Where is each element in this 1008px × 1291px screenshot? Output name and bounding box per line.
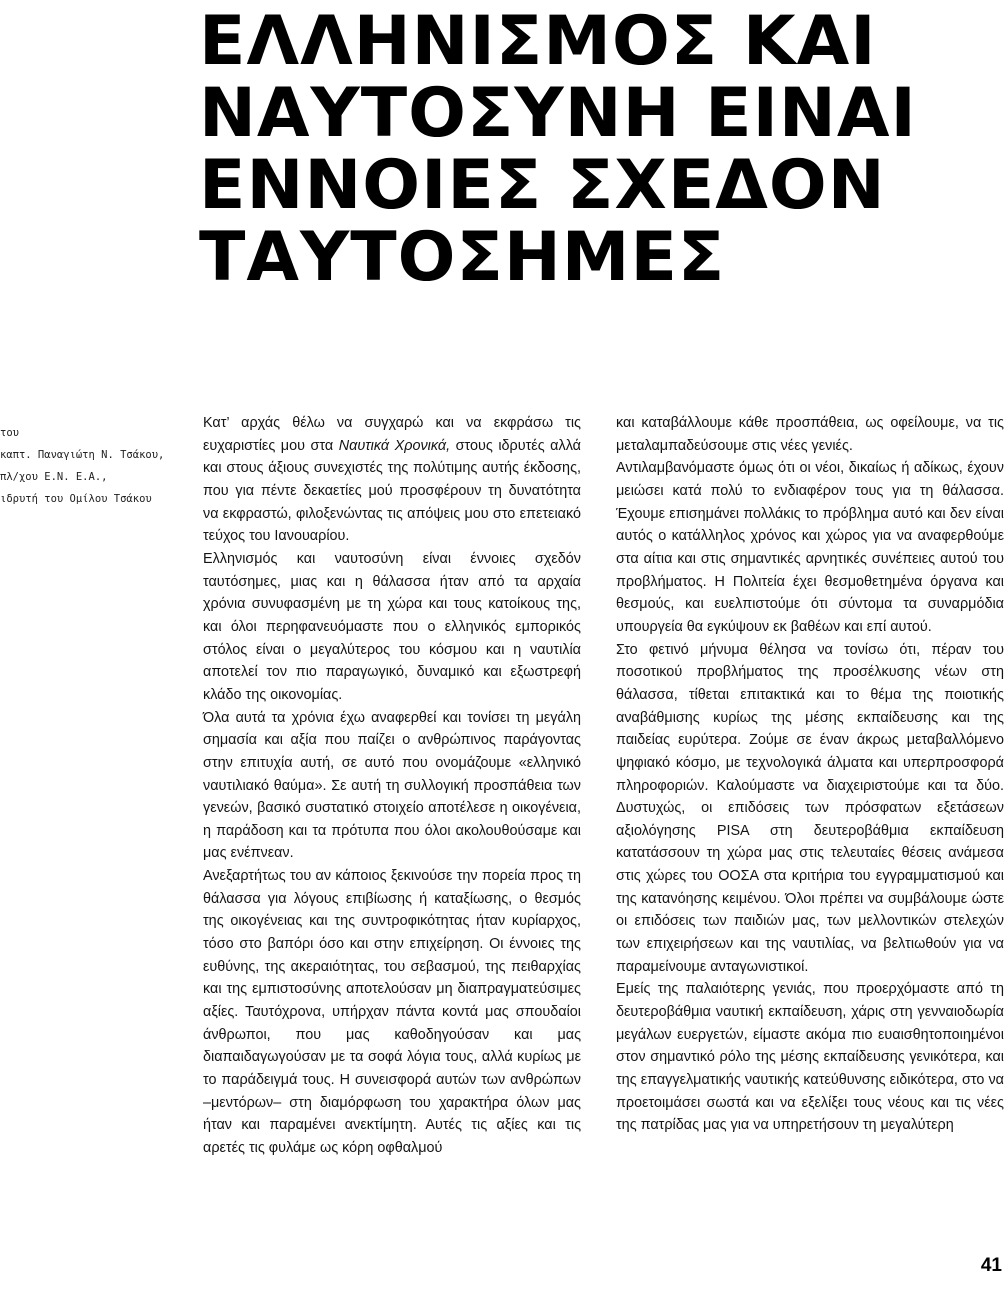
body-column-left <box>203 412 581 1160</box>
byline-line: πλ/χου Ε.Ν. Ε.Α., <box>0 471 108 483</box>
paragraph: Αντιλαμβανόμαστε όμως ότι οι νέοι, δικαίως ή αδίκως, έχουν μειώσει κατά πολύ το ενδιαφέρον τους για τη θάλασσα. Έχουμε επισημάνει πολλάκις το πρόβλημα αυτό και δεν είναι αυτός ο κατάλληλος χρόνος και χώρος για να αναφερθούμε στα αίτια και στις σημαντικές αρνητικές συνέπειες αυτού του προβλήματος. Η Πολιτεία έχει θεσμοθετημένα όργανα και θεσμούς, και ευελπιστούμε ότι σύντομα τα συναρμόδια υπουργεία θα εγκύψουν εκ βαθέων και επί αυτού. <box>616 460 1004 635</box>
paragraph <box>203 412 581 548</box>
author-byline <box>0 422 195 510</box>
paragraph: Όλα αυτά τα χρόνια έχω αναφερθεί και τονίσει τη μεγάλη σημασία και αξία που παίζει ο ανθρώπινος παράγοντας στην επιτυχία αυτή, σε αυτό που ονομάζουμε «ελληνικό ναυτιλιακό θαύμα». Σε αυτή τη συλλογική προσπάθεια των γενεών, βασικό συστατικό στοιχείο αποτέλεσε η οικογένεια, η παράδοση και τα πρότυπα που όλοι ακολουθούσαμε και μας ενέπνεαν. <box>203 709 581 862</box>
headline-line: ΤΑΥΤΟΣΗΜΕΣ <box>199 218 726 297</box>
byline-line: του <box>0 427 19 439</box>
headline-line: ΝΑΥΤΟΣΥΝΗ ΕΙΝΑΙ <box>199 74 917 153</box>
byline-line: καπτ. Παναγιώτη Ν. Τσάκου, <box>0 449 165 461</box>
byline-line: ιδρυτή του Ομίλου Τσάκου <box>0 493 152 505</box>
paragraph-text: Κατ’ αρχάς θέλω να συγχαρώ και να εκφράσω τις ευχαριστίες μου στα <box>203 415 581 454</box>
body-column-right <box>616 412 1004 1137</box>
paragraph: και καταβάλλουμε κάθε προσπάθεια, ως οφείλουμε, να τις μεταλαμπαδεύσουμε στις νέες γενιές. <box>616 415 1004 454</box>
headline-line: ΕΝΝΟΙΕΣ ΣΧΕΔΟΝ <box>199 146 886 225</box>
headline-line: ΕΛΛΗΝΙΣΜΟΣ ΚΑΙ <box>199 2 877 81</box>
paragraph: Ανεξαρτήτως του αν κάποιος ξεκινούσε την πορεία προς τη θάλασσα για λόγους επιβίωσης ή καταξίωσης, ο θεσμός της οικογένειας και της συντροφικότητας ήταν κυρίαρχος, τόσο στο βαπόρι όσο και στην επιχείρηση. Οι έννοιες της ευθύνης, της ακεραιότητας, του σεβασμού, της πειθαρχίας και της εμπιστοσύνης αποτελούσαν μη διαπραγματεύσιμες αξίες. Ταυτόχρονα, υπήρχαν πάντα κοντά μας σπουδαίοι άνθρωποι, που μας καθοδηγούσαν και μας διαπαιδαγωγούσαν με τα σοφά λόγια τους, αλλά κυρίως με το παράδειγμά τους. Η συνεισφορά αυτών των ανθρώπων –μεντόρων– στη διαμόρφωση του χαρακτήρα όλων μας ήταν και παραμένει ανεκτίμητη. Αυτές τις αξίες και τις αρετές τις φυλάμε ως κόρη οφθαλμού <box>203 868 581 1156</box>
page-number: 41 <box>980 1255 1002 1276</box>
publication-name: Ναυτικά Χρονικά, <box>338 437 451 454</box>
article-headline <box>199 2 1004 297</box>
paragraph-text: στους ιδρυτές αλλά και στους άξιους συνεχιστές της πολύτιμης αυτής έκδοσης, που για πέντε δεκαετίες μού προσφέρουν τη δυνατότητα να εκφραστώ, φιλοξενώντας τις απόψεις μου στο επετειακό τεύχος του Ιανουαρίου. <box>203 437 581 545</box>
paragraph: Ελληνισμός και ναυτοσύνη είναι έννοιες σχεδόν ταυτόσημες, μιας και η θάλασσα ήταν από τα αρχαία χρόνια συνυφασμένη με τη χώρα και τους κατοίκους της, και όλοι περηφανευόμαστε που ο ελληνικός εμπορικός στόλος είναι ο μεγαλύτερος του κόσμου και η ναυτιλία αποτελεί τον πιο παραγωγικό, δυναμικό και εξωστρεφή κλάδο της οικονομίας. <box>203 550 581 703</box>
paragraph: Στο φετινό μήνυμα θέλησα να τονίσω ότι, πέραν του ποσοτικού προβλήματος της προσέλκυσης νέων στη θάλασσα, τίθεται επιτακτικά και το θέμα της ποιοτικής αναβάθμισης κυρίως της μέσης εκπαίδευσης και της παιδείας ευρύτερα. Ζούμε σε έναν άκρως μεταβαλλόμενο ψηφιακό κόσμο, με τεχνολογικά άλματα και υπερπροσφορά πληροφοριών. Καλούμαστε να διαχειριστούμε και τα δύο. Δυστυχώς, οι επιδόσεις των πρόσφατων εξετάσεων αξιολόγησης PISA στη δευτεροβάθμια εκπαίδευση κατατάσσουν τη χώρα μας στις τελευταίες θέσεις ανάμεσα στις χώρες του ΟΟΣΑ στα κριτήρια του εγγραμματισμού και της κατανόησης κειμένου. Όλοι πρέπει να συμβάλουμε ώστε οι επιδόσεις των παιδιών μας, των μελλοντικών στελεχών των επιχειρήσεων και της ναυτιλίας, να βελτιωθούν για να παραμείνουμε ανταγωνιστικοί. <box>616 641 1004 975</box>
paragraph: Εμείς της παλαιότερης γενιάς, που προερχόμαστε από τη δευτεροβάθμια ναυτική εκπαίδευση, χάρις στη γενναιοδωρία μεγάλων ευεργετών, είμαστε ακόμα πιο ευαισθητοποιημένοι στον σημαντικό ρόλο της μέσης εκπαίδευσης γενικότερα, και της επαγγελματικής ναυτικής κατεύθυνσης ειδικότερα, στο να προετοιμάσει σωστά και να εξελίξει τους νέους και τις νέες της πατρίδας μας για να υπηρετήσουν τη μεγαλύτερη <box>616 981 1004 1134</box>
